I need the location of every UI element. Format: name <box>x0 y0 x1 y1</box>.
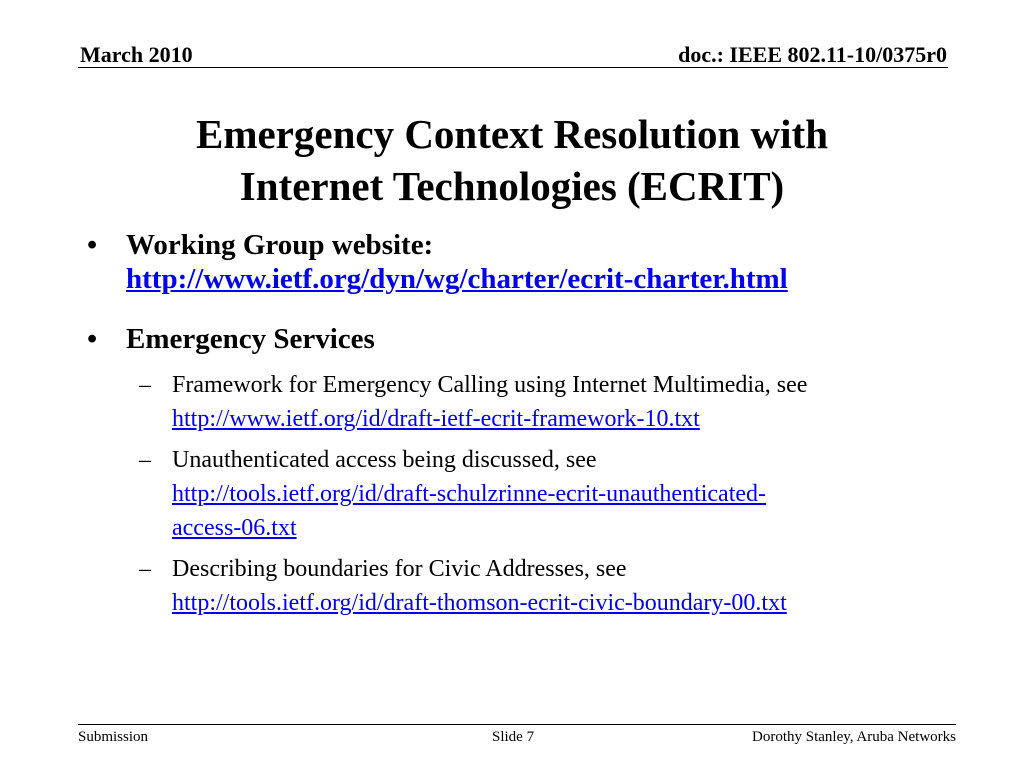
framework-link[interactable]: http://www.ietf.org/id/draft-ietf-ecrit-framework-10.txt <box>172 406 700 432</box>
header-doc-id: doc.: IEEE 802.11-10/0375r0 <box>678 42 947 67</box>
bullet-marker: • <box>87 323 98 355</box>
footer-divider <box>78 724 956 725</box>
header-date: March 2010 <box>80 42 193 67</box>
footer-submission: Submission <box>78 729 149 745</box>
bullet-working-group <box>126 228 966 296</box>
sub-item-marker: – <box>139 372 151 398</box>
sub-item-framework-label: Framework for Emergency Calling using Internet Multimedia, see <box>172 372 808 398</box>
header-divider <box>78 67 948 68</box>
slide-title <box>60 108 964 212</box>
footer-slide-number: Slide 7 <box>492 729 535 745</box>
sub-item-unauthenticated-label: Unauthenticated access being discussed, see <box>172 447 597 473</box>
sub-item-marker: – <box>139 556 151 582</box>
slide-title-line-1: Emergency Context Resolution with <box>195 111 829 157</box>
footer-author: Dorothy Stanley, Aruba Networks <box>752 729 956 745</box>
sub-item-civic-boundaries-label: Describing boundaries for Civic Addresses, see <box>172 556 627 582</box>
sub-item-unauthenticated <box>172 443 952 545</box>
unauthenticated-link-continued[interactable]: access-06.txt <box>172 515 297 541</box>
sub-item-framework <box>172 368 952 436</box>
bullet-emergency-services: Emergency Services <box>126 323 375 355</box>
bullet-marker: • <box>87 229 98 261</box>
unauthenticated-link[interactable]: http://tools.ietf.org/id/draft-schulzrinne-ecrit-unauthenticated- <box>172 481 767 507</box>
civic-boundary-link[interactable]: http://tools.ietf.org/id/draft-thomson-ecrit-civic-boundary-00.txt <box>172 590 787 616</box>
sub-item-marker: – <box>139 447 151 473</box>
slide-title-line-2: Internet Technologies (ECRIT) <box>239 163 785 209</box>
sub-item-civic-boundaries <box>172 552 952 620</box>
bullet-working-group-label: Working Group website: <box>126 229 434 261</box>
working-group-link[interactable]: http://www.ietf.org/dyn/wg/charter/ecrit-charter.html <box>126 263 788 295</box>
